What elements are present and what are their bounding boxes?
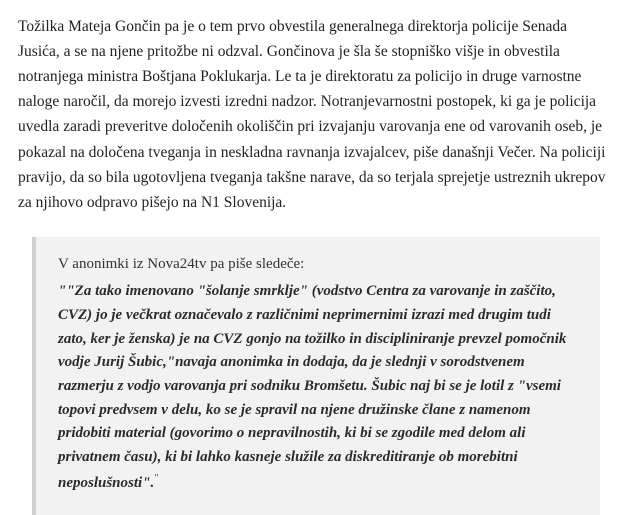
article-body (18, 14, 606, 215)
quote-block (32, 237, 600, 515)
quote-intro: V anonimki iz Nova24tv pa piše sledeče: (58, 255, 305, 272)
quote-text-tail: " (154, 471, 159, 484)
quote-text-main: ""Za tako imenovano "šolanje smrklje" (vodstvo Centra za varovanje in zaščito, CVZ) jo je večkrat označevalo z različnimi neprimernimi izrazi med drugim tudi zato, ker je ženska) je na CVZ gonjo na tožilko in discipliniranje prevzel pomočnik vodje Jurij Šubic,"navaja anonimka in dodaja, da je slednji v sorodstvenem razmerju z vodjo varovanja pri sodniku Bromšetu. Šubic naj bi se je lotil z "vsemi topovi predvsem v delu, ko se je spravil na njene družinske člane z namenom pridobiti material (govorimo o nepravilnostih, ki bi se zgodile med delom ali privatnem času), ki bi lahko kasneje služile za diskreditiranje ob morebitni neposlušnosti". (58, 283, 567, 491)
quote-text (58, 280, 582, 495)
article-paragraph: Tožilka Mateja Gončin pa je o tem prvo obvestila generalnega direktorja policije Senada Jusića, a se na njene pritožbe ni odzval. Gončinova je šla še stopniško višje in obvestila notranjega ministra Boštjana Poklukarja. Le ta je direktoratu za policijo in druge varnostne naloge naročil, da morejo izvesti izredni nadzor. Notranjevarnostni postopek, ki ga je policija uvedla zaradi preveritve določenih okoliščin pri izvajanju varovanja ene od varovanih oseb, je pokazal na določena tveganja in neskladna ravnanja izvajalcev, piše današnji Večer. Na policiji pravijo, da so bila ugotovljena tveganja takšne narave, da so terjala sprejetje ustreznih ukrepov za njihovo odpravo pišejo na N1 Slovenija. (18, 18, 606, 211)
